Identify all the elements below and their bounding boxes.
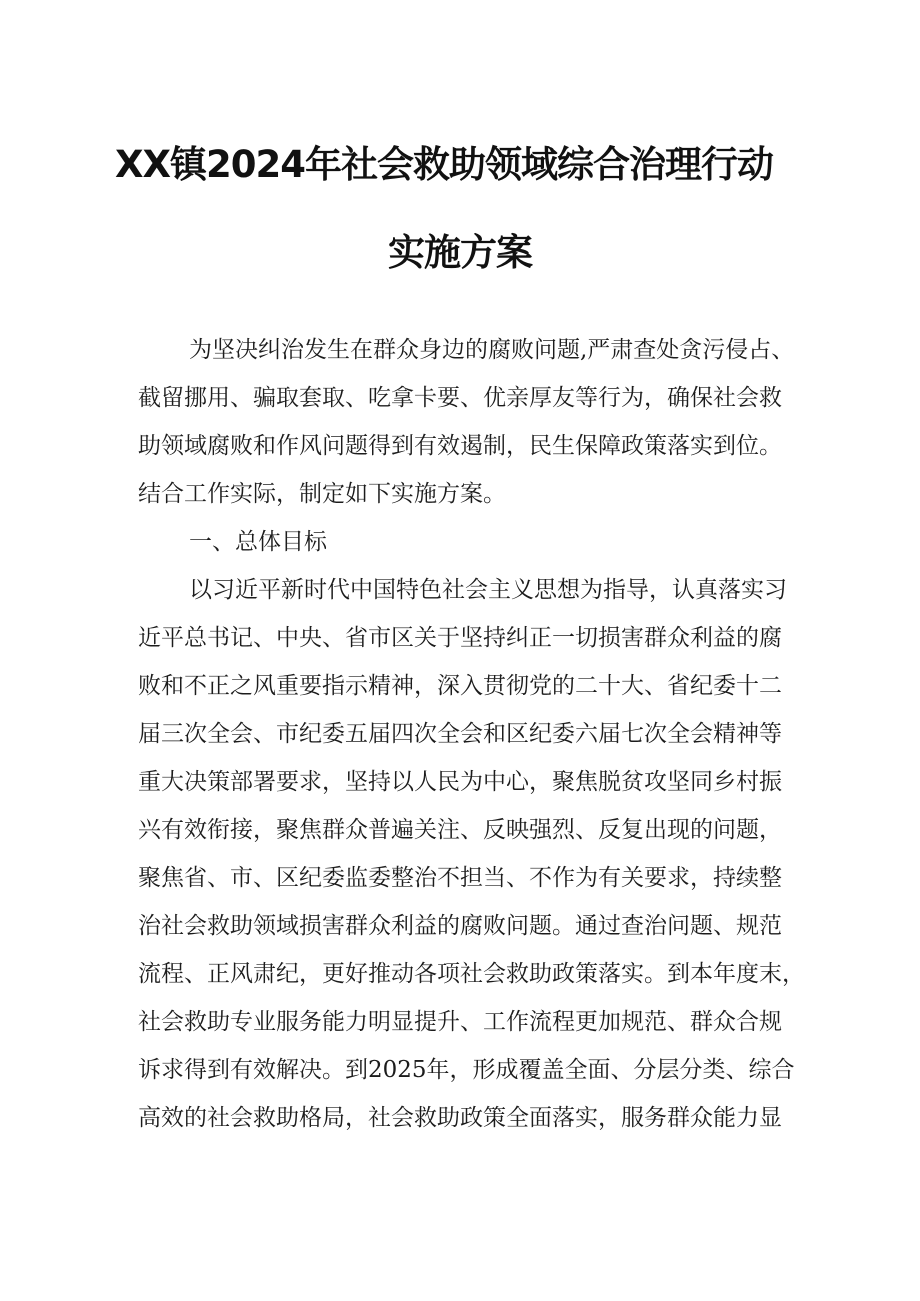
- section-paragraph-line: 治社会救助领域损害群众利益的腐败问题。通过查治问题、规范: [138, 913, 782, 939]
- section-paragraph-line: 届三次全会、市纪委五届四次全会和区纪委六届七次全会精神等: [138, 721, 782, 747]
- section-paragraph-line: 兴有效衔接，聚焦群众普遍关注、反映强烈、反复出现的问题，: [138, 817, 782, 843]
- section-paragraph-line: 败和不正之风重要指示精神，深入贯彻党的二十大、省纪委十二: [138, 673, 782, 699]
- intro-paragraph-line: 截留挪用、骗取套取、吃拿卡要、优亲厚友等行为，确保社会救: [138, 385, 782, 411]
- intro-paragraph-line: 为坚决纠治发生在群众身边的腐败问题,严肃查处贪污侵占、: [189, 337, 795, 363]
- section-paragraph-line: 聚焦省、市、区纪委监委整治不担当、不作为有关要求，持续整: [138, 865, 782, 891]
- section-paragraph-line: 重大决策部署要求，坚持以人民为中心，聚焦脱贫攻坚同乡村振: [138, 769, 782, 795]
- section-paragraph-line: 高效的社会救助格局，社会救助政策全面落实，服务群众能力显: [138, 1105, 782, 1131]
- section-paragraph-line: 以习近平新时代中国特色社会主义思想为指导，认真落实习: [189, 577, 787, 603]
- document-title-line-1: XX镇2024年社会救助领域综合治理行动: [114, 143, 774, 186]
- section-heading: 一、总体目标: [189, 529, 327, 555]
- section-paragraph-line: 近平总书记、中央、省市区关于坚持纠正一切损害群众利益的腐: [138, 625, 782, 651]
- section-paragraph-line: 诉求得到有效解决。到2025年，形成覆盖全面、分层分类、综合: [138, 1057, 795, 1083]
- section-paragraph-line: 流程、正风肃纪，更好推动各项社会救助政策落实。到本年度末，: [138, 961, 805, 987]
- intro-paragraph-line: 结合工作实际，制定如下实施方案。: [138, 481, 506, 507]
- intro-paragraph-line: 助领域腐败和作风问题得到有效遏制，民生保障政策落实到位。: [138, 433, 782, 459]
- document-title-line-2: 实施方案: [388, 231, 532, 274]
- section-paragraph-line: 社会救助专业服务能力明显提升、工作流程更加规范、群众合规: [138, 1009, 782, 1035]
